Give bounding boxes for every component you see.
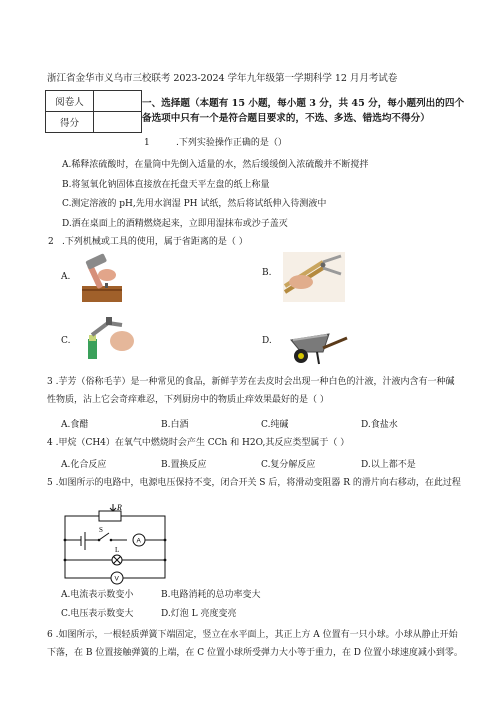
section-heading — [142, 96, 468, 126]
q3-stem-line1: 3 .芋芳（俗称毛芋）是一种常见的食品，新鲜芋芳在去皮时会出现一种白色的汁液，汁液内含有一种碱 — [47, 377, 455, 387]
q1-option-a: A.稀释浓硫酸时，在量筒中先倒入适量的水，然后缓缓倒入浓硫酸并不断搅拌 — [62, 160, 369, 170]
q6-stem-line1: 6 .如图所示，一根轻质弹簧下端固定，竖立在水平面上，其正上方 A 位置有一只小球。小球从静止开始 — [47, 630, 458, 640]
circuit-label-l: L — [115, 546, 120, 554]
q4-option-c: C.复分解反应 — [261, 460, 316, 470]
q4-option-b: B.置换反应 — [161, 460, 207, 470]
q2-label-b: B. — [262, 268, 272, 278]
score-label: 得分 — [46, 112, 94, 133]
score-cell — [94, 112, 142, 133]
exam-title: 浙江省金华市义乌市三校联考 2023-2024 学年九年级第一学期科学 12 月月考试卷 — [47, 73, 398, 84]
circuit-label-r: R — [117, 503, 122, 512]
scissors-image — [283, 252, 345, 302]
bottle-opener-image — [78, 313, 136, 361]
section-heading-line2: 备选项中只有一个是符合题目要求的，不选、多选、错选均不得分） — [142, 113, 430, 124]
q2-stem: .下列机械或工具的使用，属于省距离的是（ ） — [62, 237, 248, 247]
q3-option-b: B.白酒 — [161, 420, 189, 430]
q1-option-b: B.将氢氧化钠固体直接放在托盘天平左盘的纸上称量 — [62, 180, 270, 190]
q2-label-c: C. — [61, 336, 71, 346]
reviewer-cell — [94, 91, 142, 112]
q5-stem: 5 .如图所示的电路中，电源电压保持不变，闭合开关 S 后，将滑动变阻器 R 的滑片向右移动，在此过程 — [47, 478, 461, 488]
section-heading-line1: 一、选择题（本题有 15 小题，每小题 3 分，共 45 分，每小题列出的四个 — [142, 98, 465, 109]
q1-stem: .下列实验操作正确的是（） — [176, 138, 287, 148]
q3-option-d: D.食盐水 — [361, 420, 398, 430]
q5-option-d: D.灯泡 L 亮度变亮 — [161, 609, 237, 619]
q4-option-a: A.化合反应 — [61, 460, 107, 470]
wheelbarrow-image — [283, 318, 349, 368]
circuit-diagram — [55, 502, 175, 586]
q5-option-a: A.电流表示数变小 — [61, 590, 134, 600]
q3-stem — [47, 373, 487, 409]
q6-stem-line2: 下落，在 B 位置接触弹簧的上端，在 C 位置小球所受弹力大小等于重力，在 D 位置小球速度减小到零。 — [47, 648, 463, 658]
circuit-label-s: S — [99, 526, 103, 534]
q1-number: 1 — [144, 138, 150, 148]
reviewer-label: 阅卷人 — [46, 91, 94, 112]
q1-option-c: C.测定溶液的 pH,先用水润湿 PH 试纸，然后将试纸伸入待测液中 — [62, 199, 327, 209]
q2-number: 2 — [48, 237, 54, 247]
q3-stem-line2: 性物质，沾上它会奇痒难忍，下列厨房中的物质止痒效果最好的是（ ） — [47, 395, 329, 405]
q2-label-a: A. — [61, 272, 71, 282]
q5-option-b: B.电路消耗的总功率变大 — [161, 590, 261, 600]
q3-option-c: C.纯碱 — [261, 420, 289, 430]
q3-option-a: A.食醋 — [61, 420, 89, 430]
q5-option-c: C.电压表示数变大 — [61, 609, 134, 619]
q1-option-d: D.洒在桌面上的酒精燃烧起来，立即用湿抹布或沙子盖灭 — [62, 219, 288, 229]
q2-label-d: D. — [262, 336, 272, 346]
hammer-image — [80, 253, 124, 303]
q4-stem: 4 .甲烷（CH4）在氧气中燃烧时会产生 CCh 和 H2O,其反应类型属于（ ） — [47, 438, 350, 448]
circuit-label-v: V — [114, 575, 119, 583]
q6-stem — [47, 626, 487, 662]
circuit-label-a: A — [136, 537, 141, 545]
q4-option-d: D.以上都不是 — [361, 460, 416, 470]
score-table — [45, 90, 142, 133]
